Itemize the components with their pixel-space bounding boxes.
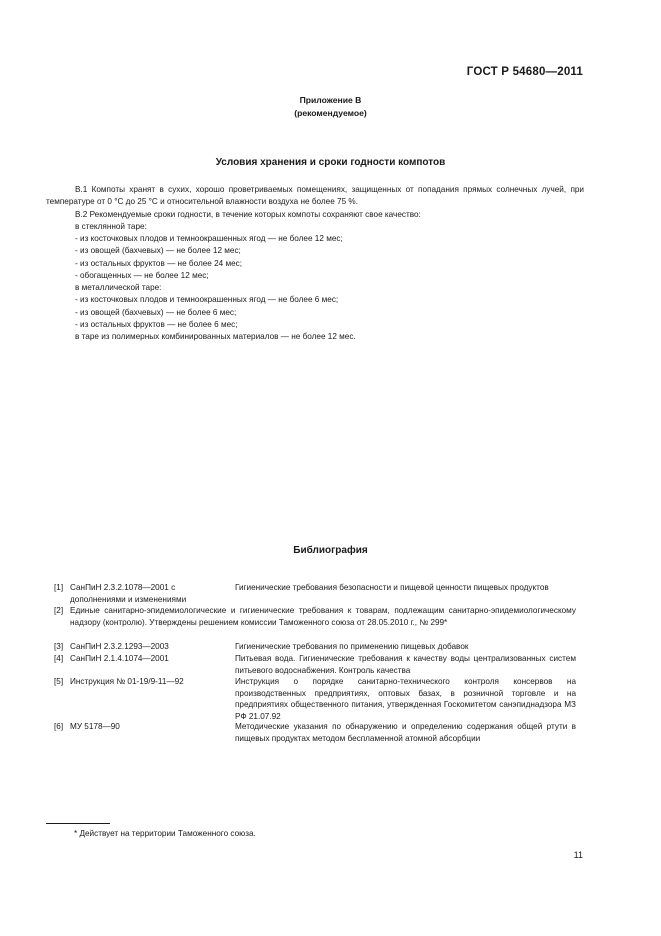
bib-source: Инструкция № 01-19/9-11—92: [70, 677, 184, 686]
bib-number: [6]: [54, 722, 64, 731]
list-item: - из косточковых плодов и темноокрашенных ягод — не более 6 мес;: [75, 295, 339, 304]
bibliography-title: Библиография: [293, 545, 368, 556]
paragraph-b1: В.1 Компоты хранят в сухих, хорошо проветриваемых помещениях, защищенных от попадания прямых солнечных лучей, при температуре от 0 °С до 25 °С и относительной влажности воздуха не более 75 %.: [46, 185, 584, 207]
bib-source: СанПиН 2.3.2.1293—2003: [70, 642, 169, 651]
appendix-label: Приложение В: [299, 95, 362, 105]
list-heading-glass: в стеклянной таре:: [75, 222, 147, 231]
bib-description: Гигиенические требования безопасности и пищевой ценности пищевых продуктов: [235, 583, 549, 592]
bib-description: Методические указания по обнаружению и определению содержания общей ртути в пищевых продуктах методом беспламенной атомной абсорбции: [235, 722, 576, 743]
bib-description: Гигиенические требования по применению пищевых добавок: [235, 642, 469, 651]
footnote: * Действует на территории Таможенного союза.: [74, 829, 256, 838]
bib-number: [3]: [54, 642, 64, 651]
bib-number: [2]: [54, 606, 64, 615]
bib-description: Инструкция о порядке санитарно-технического контроля консервов на производственных предприятиях, оптовых базах, в розничной торговле и на предприятиях общественного питания, утвержденная Госкомитетом санэпиднадзора МЗ РФ 21.07.92: [235, 677, 576, 721]
appendix-title: Условия хранения и сроки годности компотов: [215, 157, 446, 168]
list-item: - из остальных фруктов — не более 24 мес;: [75, 259, 243, 268]
list-item-polymer: в таре из полимерных комбинированных материалов — не более 12 мес.: [75, 332, 356, 341]
bib-description: Единые санитарно-эпидемиологические и гигиенические требования к товарам, подлежащим санитарно-эпидемиологическому надзору (контролю). Утверждены решением комиссии Таможенного союза от 28.05.2010 г., № 299*: [70, 606, 576, 627]
bib-source: СанПиН 2.3.2.1078—2001 с дополнениями и изменениями: [70, 583, 187, 604]
appendix-status: (рекомендуемое): [294, 108, 367, 118]
list-item: - обогащенных — не более 12 мес;: [75, 271, 209, 280]
document-code: ГОСТ Р 54680—2011: [466, 66, 583, 78]
page-number: 11: [573, 850, 583, 860]
list-item: - из косточковых плодов и темноокрашенных ягод — не более 12 мес;: [75, 234, 343, 243]
list-heading-metal: в металлической таре:: [75, 283, 162, 292]
bib-number: [1]: [54, 583, 64, 592]
list-item: - из остальных фруктов — не более 6 мес;: [75, 320, 238, 329]
bib-number: [4]: [54, 654, 64, 663]
paragraph-b2: В.2 Рекомендуемые сроки годности, в течение которых компоты сохраняют свое качество:: [75, 210, 421, 219]
list-item: - из овощей (бахчевых) — не более 6 мес;: [75, 308, 237, 317]
list-item: - из овощей (бахчевых) — не более 12 мес;: [75, 246, 241, 255]
bib-description: Питьевая вода. Гигиенические требования к качеству воды централизованных систем питьевого водоснабжения. Контроль качества: [235, 654, 576, 675]
bib-source: МУ 5178—90: [70, 722, 120, 731]
bib-source: СанПиН 2.1.4.1074—2001: [70, 654, 169, 663]
bib-number: [5]: [54, 677, 64, 686]
footnote-divider: [46, 823, 110, 824]
